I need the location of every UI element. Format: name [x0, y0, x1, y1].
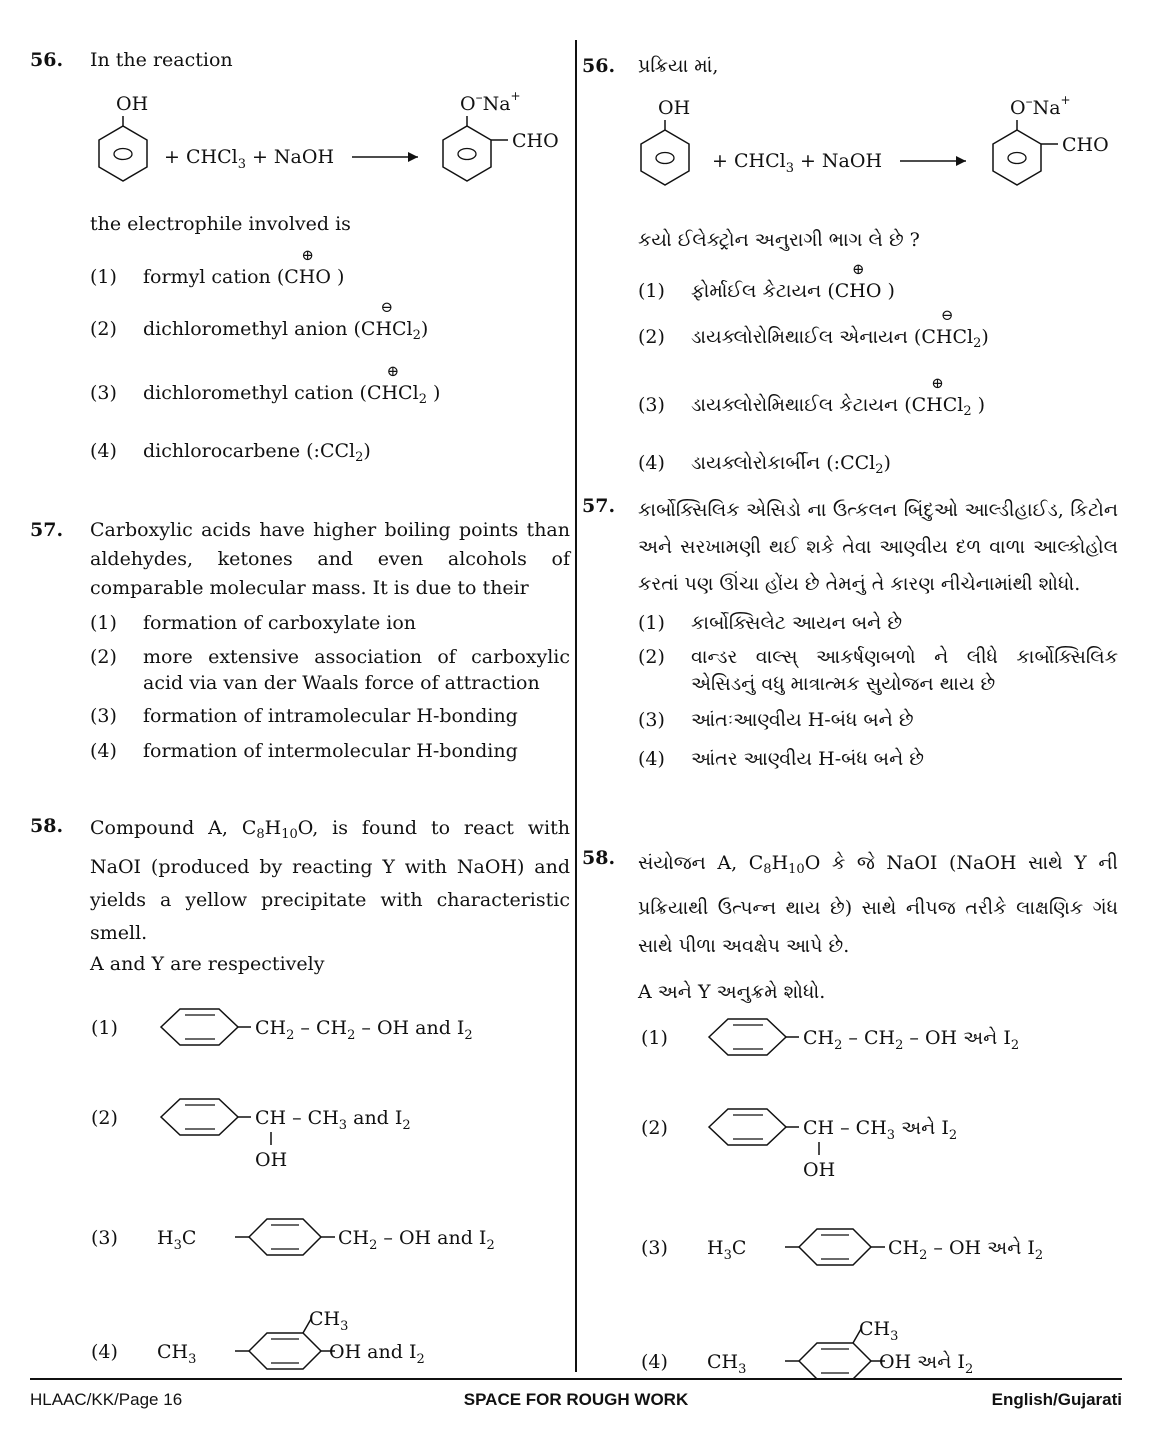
aldehyde-label: CHO: [512, 130, 559, 152]
option-4[interactable]: [641, 1318, 973, 1379]
question-stem: Compound A, $C_8H_{10}O$, is found to react with NaOI (produced by reacting Y with NaOH) and yields a yellow precipitate with characteristic smell.: [90, 817, 570, 944]
option-3[interactable]: [641, 1229, 1043, 1265]
question-stem: કયો ઈલેક્ટ્રોન અનુરાગી ભાગ લે છે ?: [638, 229, 920, 251]
question-58-options: [637, 1015, 1117, 1395]
svg-text:(1): (1): [641, 1027, 668, 1049]
option-3[interactable]: [91, 1219, 495, 1255]
svg-text:H3C: $H_3C$: [157, 1227, 197, 1253]
svg-text:CH – CH3 અને I2: CH – $CH_3$ અને $I_2$: [803, 1117, 958, 1143]
svg-text:CH3: $CH_3$: [707, 1351, 747, 1377]
option-3[interactable]: (3) આંતઃઆણ્વીય H-બંધ બને છે: [638, 709, 914, 731]
svg-text:+ CHCl3+ NaOH: + CHCl$_3$ + NaOH: [712, 150, 883, 176]
question-number: 57.: [30, 519, 64, 541]
svg-text:(4): (4): [91, 1341, 118, 1363]
benzene-ring: [99, 126, 147, 181]
svg-text:+ CHCl3+ NaOH: + CHCl$_3$ + NaOH: [164, 146, 335, 172]
column-divider: [575, 40, 577, 1372]
svg-text:(1): (1): [91, 1017, 118, 1039]
option-4[interactable]: (4) dichlorocarbene (:CCl$_2$): [90, 440, 371, 465]
question-number: 57.: [582, 495, 616, 517]
question-number: 58.: [30, 815, 64, 837]
option-3[interactable]: (3) formation of intramolecular H-bonding: [90, 705, 518, 727]
question-stem-2: A અને Y અનુક્રમે શોધો.: [638, 981, 826, 1003]
benzene-ring: [641, 130, 689, 185]
option-4[interactable]: (4) આંતર આણ્વીય H-બંધ બને છે: [638, 748, 924, 770]
language-label: English/Gujarati: [991, 1390, 1122, 1409]
option-2[interactable]: (2) dichloromethyl anion ( ⊖ CHCl$_2$): [90, 298, 429, 343]
option-2[interactable]: [641, 1109, 957, 1181]
question-stem: Carboxylic acids have higher boiling points than aldehydes, ketones and even alcohols of comparable molecular mass. It is due to their: [90, 519, 570, 599]
svg-text:O–Na+: O–Na+: [1010, 93, 1071, 119]
svg-text:OH and I2: OH and $I_2$: [329, 1341, 425, 1367]
footer-rule: [30, 1378, 1122, 1380]
option-1[interactable]: [91, 1009, 473, 1045]
option-2[interactable]: (2) more extensive association of carboxylic acid via van der Waals force of attraction: [90, 646, 570, 694]
svg-text:(3): (3): [641, 1237, 668, 1259]
option-1[interactable]: (1) કાર્બોક્સિલેટ આયન બને છે: [638, 612, 903, 634]
svg-text:OH અને I2: OH અને $I_2$: [879, 1351, 974, 1377]
question-intro: In the reaction: [90, 49, 233, 71]
option-4[interactable]: (4) formation of intermolecular H-bonding: [90, 740, 518, 762]
product-benzene-ring: [443, 126, 491, 181]
phenol-oh-label: OH: [116, 93, 149, 115]
svg-text:H3C: $H_3C$: [707, 1237, 747, 1263]
question-58-options: [85, 1005, 565, 1385]
question-stem: સંયોજન A, $C_8H_{10}O$ કે જે NaOI (NaOH સાથે Y ની પ્રક્રિયાથી ઉત્પન્ન થાય છે) સાથે નીપજ તરીકે લાક્ષણિક ગંધ સાથે પીળા અવક્ષેપ આપે છે.: [638, 852, 1118, 957]
page-id: HLAAC/KK/Page 16: [30, 1390, 183, 1409]
svg-text:CH3: $CH_3$: [309, 1308, 349, 1334]
svg-text:(2): (2): [641, 1117, 668, 1139]
option-2[interactable]: (2) ડાયક્લોરોમિથાઈલ એનાયન ( ⊖ CHCl$_2$): [638, 306, 989, 351]
question-stem: the electrophile involved is: [90, 213, 351, 235]
option-3[interactable]: (3) dichloromethyl cation ( ⊕ CHCl$_2$ ): [90, 362, 441, 407]
question-number: 56.: [30, 49, 64, 71]
svg-text:CH – CH3 and I2: CH – $CH_3$ and $I_2$: [255, 1107, 411, 1133]
svg-text:CH2 – CH2 – OH and I2: $CH_2 - CH_2$ – OH and $I_2$: [255, 1017, 473, 1043]
svg-text:CHO: CHO: [1062, 134, 1109, 156]
question-number: 56.: [582, 55, 616, 77]
question-number: 58.: [582, 847, 616, 869]
svg-text:CH2 – CH2 – OH અને I2: $CH_2 - CH_2$ – OH અને $I_2$: [803, 1027, 1020, 1053]
option-2[interactable]: [91, 1099, 411, 1171]
svg-text:O–Na+: O–Na+: [460, 89, 521, 115]
question-stem-2: A and Y are respectively: [90, 953, 325, 975]
svg-text:OH: OH: [255, 1149, 288, 1171]
option-1[interactable]: (1) formyl cation ( ⊕ CHO ): [90, 246, 345, 288]
reaction-equation: [80, 88, 580, 198]
product-benzene-ring: [993, 130, 1041, 185]
svg-text:OH: OH: [658, 97, 691, 119]
option-3[interactable]: (3) ડાયક્લોરોમિથાઈલ કેટાયન ( ⊕ CHCl$_2$ ): [638, 374, 986, 419]
reaction-equation: [632, 92, 1132, 202]
option-2[interactable]: (2) વાન્ડર વાલ્સ્ આકર્ષણબળો ને લીધે કાર્બોક્સિલિક એસિડનું વધુ માત્રાત્મક સુયોજન થાય છે: [638, 646, 1118, 695]
option-1[interactable]: (1) ફોર્માઈલ કેટાયન ( ⊕ CHO ): [638, 260, 895, 302]
option-4[interactable]: (4) ડાયક્લોરોકાર્બીન (:CCl$_2$): [638, 452, 891, 477]
rough-work-label: SPACE FOR ROUGH WORK: [463, 1390, 689, 1409]
option-4[interactable]: [91, 1308, 425, 1369]
svg-text:(4): (4): [641, 1351, 668, 1373]
svg-text:(2): (2): [91, 1107, 118, 1129]
option-1[interactable]: [641, 1019, 1019, 1055]
option-1[interactable]: (1) formation of carboxylate ion: [90, 612, 417, 634]
svg-text:CH3: $CH_3$: [859, 1318, 899, 1344]
svg-text:CH2 – OH and I2: $CH_2$ – OH and $I_2$: [338, 1227, 495, 1253]
question-intro: પ્રક્રિયા માં,: [638, 55, 719, 77]
svg-text:OH: OH: [803, 1159, 836, 1181]
svg-text:CH3: $CH_3$: [157, 1341, 197, 1367]
question-stem: કાર્બોક્સિલિક એસિડો ના ઉત્કલન બિંદુઓ આલ્ડીહાઈડ, કિટોન અને સરખામણી થઈ શકે તેવા આણ્વીય દળ વાળા આલ્કોહોલ કરતાં પણ ઊંચા હોંય છે તેમનું તે કારણ નીચેનામાંથી શોધો.: [638, 499, 1118, 595]
svg-text:CH2 – OH અને I2: $CH_2$ – OH અને $I_2$: [888, 1237, 1044, 1263]
svg-text:(3): (3): [91, 1227, 118, 1249]
